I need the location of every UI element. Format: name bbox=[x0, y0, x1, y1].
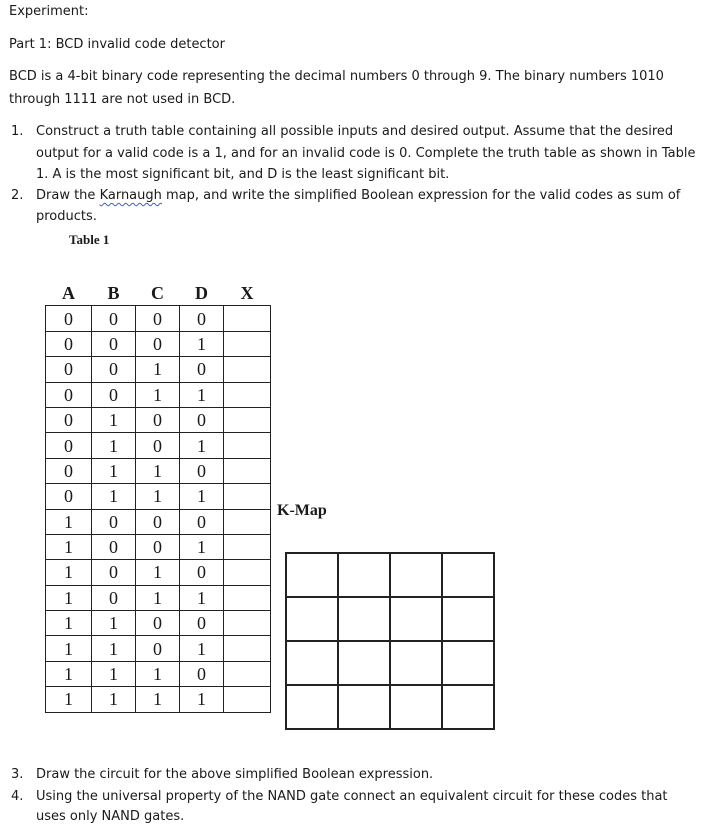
cell-a: 1 bbox=[46, 636, 92, 661]
table-row bbox=[46, 484, 271, 509]
kmap-cell[interactable] bbox=[390, 685, 442, 729]
table-row bbox=[46, 509, 271, 534]
cell-c: 1 bbox=[136, 357, 180, 382]
cell-c: 0 bbox=[136, 331, 180, 356]
cell-a: 1 bbox=[46, 585, 92, 610]
kmap-cell[interactable] bbox=[286, 685, 338, 729]
cell-x[interactable] bbox=[224, 509, 271, 534]
experiment-heading: Experiment: bbox=[9, 4, 89, 19]
cell-c: 1 bbox=[136, 585, 180, 610]
truth-table-header bbox=[46, 281, 271, 306]
cell-c: 0 bbox=[136, 407, 180, 432]
table-row bbox=[46, 611, 271, 636]
cell-a: 1 bbox=[46, 534, 92, 559]
cell-a: 0 bbox=[46, 407, 92, 432]
header-c: C bbox=[151, 283, 164, 304]
task-1-number: 1. bbox=[11, 124, 24, 139]
cell-d: 0 bbox=[180, 458, 224, 483]
cell-x[interactable] bbox=[224, 687, 271, 712]
cell-d: 1 bbox=[180, 534, 224, 559]
table-row bbox=[46, 407, 271, 432]
part-title: Part 1: BCD invalid code detector bbox=[9, 37, 225, 52]
kmap-cell[interactable] bbox=[338, 597, 390, 641]
cell-x[interactable] bbox=[224, 306, 271, 331]
cell-x[interactable] bbox=[224, 357, 271, 382]
cell-d: 0 bbox=[180, 407, 224, 432]
cell-x[interactable] bbox=[224, 382, 271, 407]
kmap-label: K-Map bbox=[277, 502, 327, 519]
table-row bbox=[46, 331, 271, 356]
cell-c: 1 bbox=[136, 560, 180, 585]
cell-d: 1 bbox=[180, 484, 224, 509]
intro-line-2: through 1111 are not used in BCD. bbox=[9, 92, 236, 107]
cell-x[interactable] bbox=[224, 458, 271, 483]
kmap-cell[interactable] bbox=[338, 685, 390, 729]
kmap-cell[interactable] bbox=[442, 685, 494, 729]
cell-a: 0 bbox=[46, 382, 92, 407]
truth-table-body bbox=[46, 306, 271, 712]
cell-a: 0 bbox=[46, 484, 92, 509]
cell-b: 0 bbox=[92, 560, 136, 585]
kmap-cell[interactable] bbox=[338, 641, 390, 685]
task-4-line-2: uses only NAND gates. bbox=[36, 809, 185, 824]
kmap-cell[interactable] bbox=[286, 553, 338, 597]
task-3-line-1: Draw the circuit for the above simplified Boolean expression. bbox=[36, 767, 434, 782]
cell-a: 0 bbox=[46, 306, 92, 331]
cell-d: 0 bbox=[180, 560, 224, 585]
cell-b: 1 bbox=[92, 484, 136, 509]
kmap-cell[interactable] bbox=[338, 553, 390, 597]
cell-x[interactable] bbox=[224, 331, 271, 356]
kmap-cell[interactable] bbox=[390, 641, 442, 685]
table-row bbox=[46, 306, 271, 331]
cell-d: 1 bbox=[180, 636, 224, 661]
cell-b: 0 bbox=[92, 509, 136, 534]
kmap-cell[interactable] bbox=[390, 553, 442, 597]
cell-d: 0 bbox=[180, 357, 224, 382]
task-2-line-2: products. bbox=[36, 209, 97, 224]
cell-d: 1 bbox=[180, 331, 224, 356]
task-1-line-1: Construct a truth table containing all possible inputs and desired output. Assume that the desired bbox=[36, 124, 674, 139]
cell-c: 0 bbox=[136, 433, 180, 458]
table-row bbox=[46, 636, 271, 661]
cell-b: 0 bbox=[92, 306, 136, 331]
kmap-cell[interactable] bbox=[390, 597, 442, 641]
cell-b: 1 bbox=[92, 433, 136, 458]
kmap-grid bbox=[285, 552, 495, 730]
cell-a: 0 bbox=[46, 458, 92, 483]
cell-c: 1 bbox=[136, 661, 180, 686]
task-2-number: 2. bbox=[11, 188, 24, 203]
table-row bbox=[46, 560, 271, 585]
kmap-cell[interactable] bbox=[286, 641, 338, 685]
cell-a: 0 bbox=[46, 331, 92, 356]
cell-c: 1 bbox=[136, 382, 180, 407]
header-d: D bbox=[195, 283, 208, 304]
cell-b: 0 bbox=[92, 534, 136, 559]
cell-c: 0 bbox=[136, 306, 180, 331]
cell-x[interactable] bbox=[224, 661, 271, 686]
cell-a: 0 bbox=[46, 433, 92, 458]
cell-d: 1 bbox=[180, 433, 224, 458]
task-4-number: 4. bbox=[11, 789, 24, 804]
cell-c: 0 bbox=[136, 534, 180, 559]
kmap-cell[interactable] bbox=[442, 553, 494, 597]
table-row bbox=[46, 661, 271, 686]
cell-d: 1 bbox=[180, 687, 224, 712]
kmap-cell[interactable] bbox=[442, 597, 494, 641]
task-2-text-post: map, and write the simplified Boolean expression for the valid codes as sum of bbox=[161, 188, 681, 203]
cell-a: 1 bbox=[46, 661, 92, 686]
cell-x[interactable] bbox=[224, 560, 271, 585]
cell-c: 0 bbox=[136, 509, 180, 534]
kmap-cell[interactable] bbox=[286, 597, 338, 641]
cell-b: 0 bbox=[92, 331, 136, 356]
table-row bbox=[46, 433, 271, 458]
cell-b: 0 bbox=[92, 382, 136, 407]
cell-b: 1 bbox=[92, 611, 136, 636]
cell-a: 1 bbox=[46, 560, 92, 585]
cell-d: 0 bbox=[180, 509, 224, 534]
table-row bbox=[46, 585, 271, 610]
task-1-line-2: output for a valid code is a 1, and for an invalid code is 0. Complete the truth table as shown in Table bbox=[36, 146, 696, 161]
header-a: A bbox=[62, 283, 75, 304]
table-caption: Table 1 bbox=[69, 232, 110, 247]
intro-line-1: BCD is a 4-bit binary code representing the decimal numbers 0 through 9. The binary numbers 1010 bbox=[9, 69, 664, 84]
table-row bbox=[46, 534, 271, 559]
cell-d: 1 bbox=[180, 585, 224, 610]
cell-c: 1 bbox=[136, 484, 180, 509]
cell-c: 1 bbox=[136, 458, 180, 483]
cell-a: 1 bbox=[46, 509, 92, 534]
cell-b: 1 bbox=[92, 407, 136, 432]
task-3-number: 3. bbox=[11, 767, 24, 782]
task-2-text-pre: Draw the bbox=[36, 188, 100, 203]
cell-b: 0 bbox=[92, 357, 136, 382]
table-row bbox=[46, 458, 271, 483]
cell-d: 0 bbox=[180, 611, 224, 636]
cell-c: 1 bbox=[136, 687, 180, 712]
cell-x[interactable] bbox=[224, 636, 271, 661]
task-2-line-1 bbox=[36, 185, 680, 206]
cell-b: 1 bbox=[92, 458, 136, 483]
header-b: B bbox=[107, 283, 120, 304]
kmap-cell[interactable] bbox=[442, 641, 494, 685]
cell-d: 0 bbox=[180, 306, 224, 331]
karnaugh-word: Karnaugh bbox=[99, 188, 162, 203]
cell-x[interactable] bbox=[224, 534, 271, 559]
cell-b: 1 bbox=[92, 636, 136, 661]
task-4-line-1: Using the universal property of the NAND gate connect an equivalent circuit for these codes that bbox=[36, 789, 668, 804]
cell-a: 0 bbox=[46, 357, 92, 382]
cell-b: 1 bbox=[92, 687, 136, 712]
cell-b: 1 bbox=[92, 661, 136, 686]
cell-a: 1 bbox=[46, 611, 92, 636]
cell-c: 0 bbox=[136, 636, 180, 661]
task-1-line-3: 1. A is the most significant bit, and D is the least significant bit. bbox=[36, 167, 450, 182]
header-x: X bbox=[240, 283, 254, 304]
cell-d: 0 bbox=[180, 661, 224, 686]
table-row bbox=[46, 357, 271, 382]
cell-a: 1 bbox=[46, 687, 92, 712]
table-row bbox=[46, 382, 271, 407]
cell-x[interactable] bbox=[224, 585, 271, 610]
cell-d: 1 bbox=[180, 382, 224, 407]
cell-x[interactable] bbox=[224, 407, 271, 432]
cell-c: 0 bbox=[136, 611, 180, 636]
cell-x[interactable] bbox=[224, 433, 271, 458]
cell-x[interactable] bbox=[224, 611, 271, 636]
cell-x[interactable] bbox=[224, 484, 271, 509]
truth-table bbox=[45, 281, 271, 713]
table-row bbox=[46, 687, 271, 712]
cell-b: 0 bbox=[92, 585, 136, 610]
